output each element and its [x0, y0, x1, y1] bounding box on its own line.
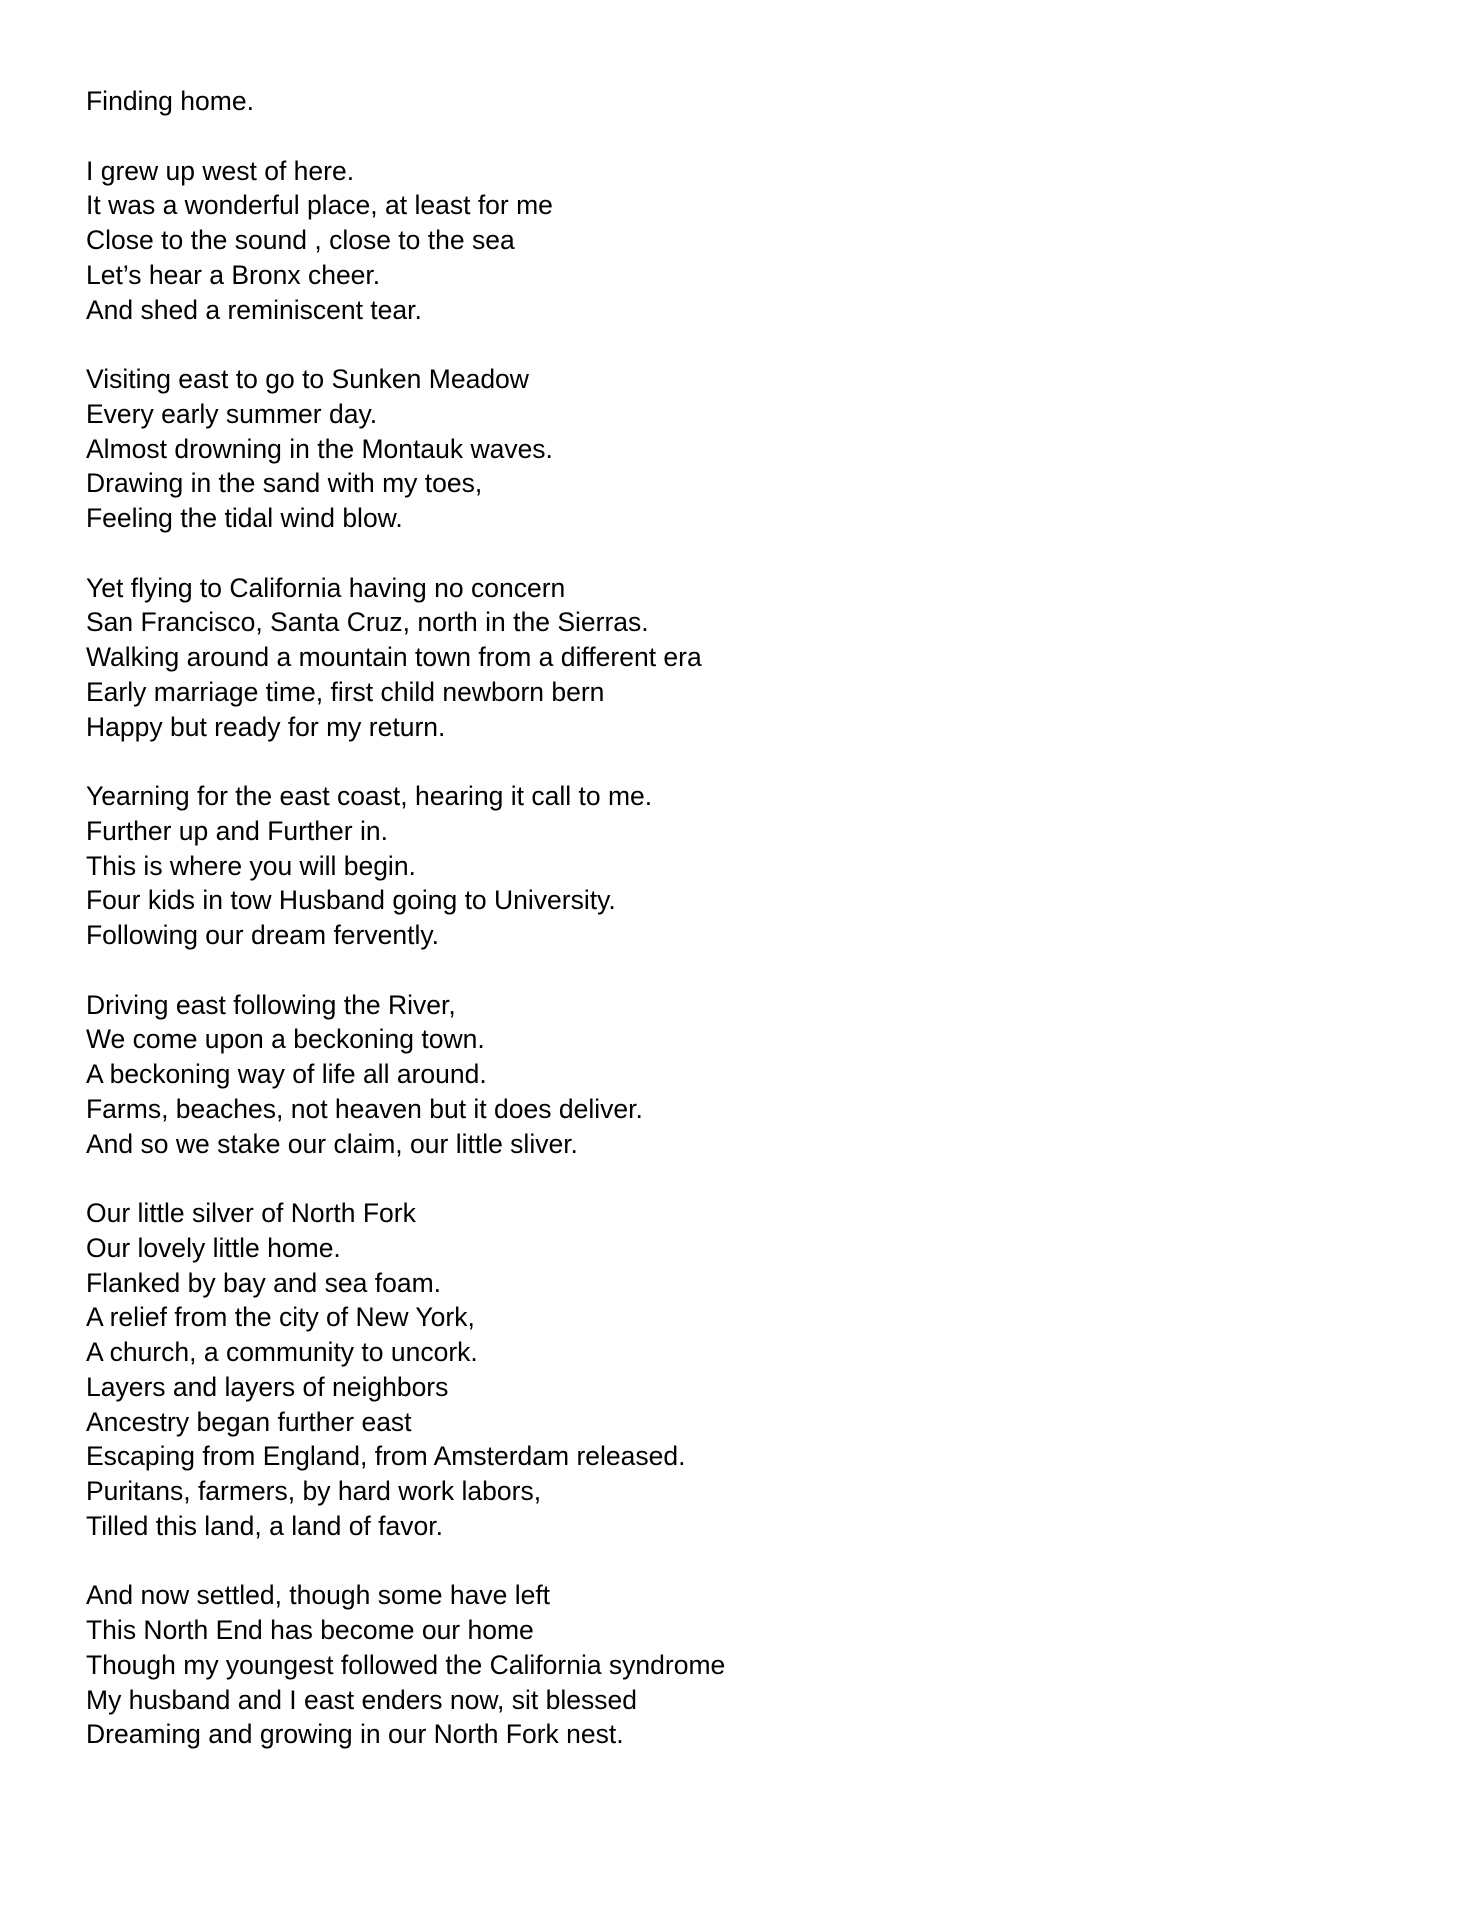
poem-line: I grew up west of here. [86, 155, 355, 186]
poem-line: Puritans, farmers, by hard work labors, [86, 1476, 542, 1506]
poem-line: Happy but ready for my return. [86, 711, 446, 742]
poem-line: Flanked by bay and sea foam. [86, 1267, 442, 1298]
poem-line: Feeling the tidal wind blow. [86, 503, 403, 533]
poem-line: Almost drowning in the Montauk waves. [86, 433, 553, 464]
poem-line: Further up and Further in. [86, 815, 388, 846]
poem-line: Escaping from England, from Amsterdam released. [86, 1441, 686, 1472]
poem-line: Four kids in tow Husband going to University. [86, 885, 616, 916]
stanza-5 [86, 988, 1386, 1162]
poem-line: San Francisco, Santa Cruz, north in the Sierras. [86, 607, 649, 638]
poem-line: A church, a community to uncork. [86, 1337, 478, 1367]
poem-line: Early marriage time, first child newborn bern [86, 676, 605, 707]
poem-line: This is where you will begin. [86, 850, 416, 881]
poem-line: Layers and layers of neighbors [86, 1371, 449, 1402]
stanza-1 [86, 154, 1386, 328]
poem-line: Let’s hear a Bronx cheer. [86, 259, 381, 290]
poem-line: A relief from the city of New York, [86, 1302, 475, 1333]
poem-line: Tilled this land, a land of favor. [86, 1510, 443, 1541]
poem-line: Ancestry began further east [86, 1406, 412, 1437]
poem-line: Yearning for the east coast, hearing it call to me. [86, 781, 653, 811]
poem-line: Drawing in the sand with my toes, [86, 468, 483, 499]
poem-line: This North End has become our home [86, 1615, 534, 1645]
poem-line: And now settled, though some have left [86, 1580, 551, 1611]
poem-line: Farms, beaches, not heaven but it does deliver. [86, 1093, 643, 1124]
stanza-2 [86, 362, 1386, 536]
poem-line: Our little silver of North Fork [86, 1198, 416, 1228]
poem-line: It was a wonderful place, at least for me [86, 190, 553, 221]
poem-line: Close to the sound , close to the sea [86, 225, 515, 255]
stanza-6 [86, 1196, 1386, 1544]
poem-line: Though my youngest followed the California syndrome [86, 1649, 726, 1680]
poem-line: My husband and I east enders now, sit blessed [86, 1684, 637, 1715]
poem-line: Visiting east to go to Sunken Meadow [86, 364, 529, 394]
poem-line: Following our dream fervently. [86, 920, 439, 950]
poem-line: We come upon a beckoning town. [86, 1024, 485, 1055]
stanza-7 [86, 1578, 1386, 1752]
poem-line: A beckoning way of life all around. [86, 1059, 487, 1089]
poem-line: Every early summer day. [86, 398, 378, 429]
document-page [86, 84, 1386, 1787]
stanza-3 [86, 571, 1386, 745]
poem-line: Driving east following the River, [86, 989, 456, 1020]
poem-title: Finding home. [86, 86, 254, 116]
stanza-4 [86, 779, 1386, 953]
poem-line: Walking around a mountain town from a different era [86, 642, 702, 672]
poem-line: Our lovely little home. [86, 1232, 341, 1263]
poem-line: And so we stake our claim, our little sliver. [86, 1128, 578, 1159]
poem-line: And shed a reminiscent tear. [86, 294, 422, 325]
poem-line: Yet flying to California having no concern [86, 572, 566, 603]
poem-line: Dreaming and growing in our North Fork nest. [86, 1719, 624, 1750]
